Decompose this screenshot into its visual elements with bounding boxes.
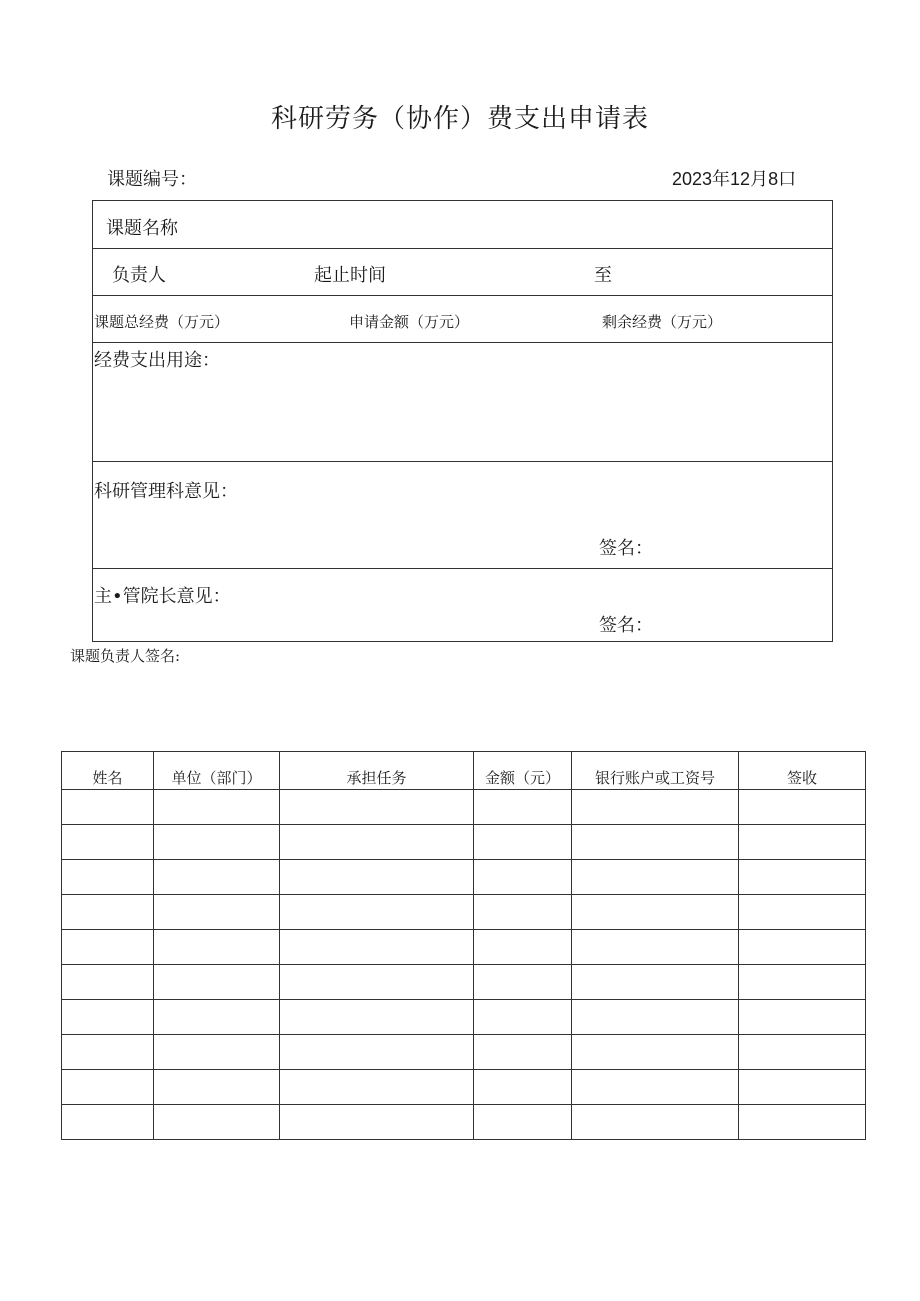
table-cell[interactable]	[739, 1105, 866, 1140]
table-row	[62, 1070, 866, 1105]
table-cell[interactable]	[62, 1070, 154, 1105]
table-cell[interactable]	[62, 1000, 154, 1035]
table-row	[62, 1000, 866, 1035]
divider	[93, 568, 832, 569]
table-cell[interactable]	[280, 860, 474, 895]
table-cell[interactable]	[280, 1035, 474, 1070]
table-row	[62, 860, 866, 895]
table-cell[interactable]	[280, 1105, 474, 1140]
table-cell[interactable]	[62, 965, 154, 1000]
table-cell[interactable]	[572, 825, 739, 860]
col-header-account: 银行账户或工资号	[572, 752, 739, 790]
table-cell[interactable]	[154, 1105, 280, 1140]
table-cell[interactable]	[474, 965, 572, 1000]
table-cell[interactable]	[280, 1070, 474, 1105]
divider	[93, 342, 832, 343]
table-cell[interactable]	[474, 1000, 572, 1035]
table-cell[interactable]	[739, 1035, 866, 1070]
table-cell[interactable]	[474, 825, 572, 860]
leader-label: 负责人	[112, 265, 166, 286]
table-cell[interactable]	[154, 1070, 280, 1105]
table-cell[interactable]	[154, 1000, 280, 1035]
col-header-amount: 金额（元）	[474, 752, 572, 790]
table-cell[interactable]	[739, 930, 866, 965]
table-cell[interactable]	[154, 825, 280, 860]
table-cell[interactable]	[474, 895, 572, 930]
application-date: 2023年12月8口	[672, 169, 797, 189]
table-cell[interactable]	[280, 895, 474, 930]
table-cell[interactable]	[280, 930, 474, 965]
table-row	[62, 1105, 866, 1140]
table-cell[interactable]	[572, 1000, 739, 1035]
table-row	[62, 930, 866, 965]
table-body	[62, 790, 866, 1140]
table-row	[62, 965, 866, 1000]
table-cell[interactable]	[739, 825, 866, 860]
table-cell[interactable]	[739, 965, 866, 1000]
table-cell[interactable]	[739, 1070, 866, 1105]
table-header-row	[62, 752, 866, 790]
table-row	[62, 825, 866, 860]
table-cell[interactable]	[572, 790, 739, 825]
remaining-budget-label: 剩余经费（万元）	[602, 313, 723, 331]
application-form	[92, 200, 833, 642]
table-cell[interactable]	[739, 790, 866, 825]
table-cell[interactable]	[572, 1070, 739, 1105]
divider	[93, 461, 832, 462]
table-cell[interactable]	[280, 790, 474, 825]
usage-label: 经费支出用途：	[94, 350, 220, 371]
divider	[93, 295, 832, 296]
vice-president-signature-label: 签名：	[599, 615, 653, 636]
table-cell[interactable]	[474, 1105, 572, 1140]
table-cell[interactable]	[280, 1000, 474, 1035]
apply-amount-label: 申请金额（万元）	[349, 313, 470, 331]
table-cell[interactable]	[572, 895, 739, 930]
divider	[93, 248, 832, 249]
table-cell[interactable]	[154, 930, 280, 965]
col-header-task: 承担任务	[280, 752, 474, 790]
period-to-label: 至	[594, 265, 612, 286]
table-cell[interactable]	[474, 790, 572, 825]
table-cell[interactable]	[572, 965, 739, 1000]
table-cell[interactable]	[154, 965, 280, 1000]
table-cell[interactable]	[572, 860, 739, 895]
table-cell[interactable]	[280, 965, 474, 1000]
staff-table	[61, 751, 866, 1140]
table-cell[interactable]	[62, 895, 154, 930]
table-cell[interactable]	[154, 1035, 280, 1070]
project-number-label: 课题编号：	[107, 169, 197, 190]
table-row	[62, 790, 866, 825]
vice-president-opinion-label: 主•管院长意见：	[94, 586, 231, 607]
table-cell[interactable]	[62, 1035, 154, 1070]
table-cell[interactable]	[739, 860, 866, 895]
table-cell[interactable]	[154, 790, 280, 825]
table-cell[interactable]	[739, 895, 866, 930]
table-cell[interactable]	[154, 860, 280, 895]
table-row	[62, 895, 866, 930]
table-cell[interactable]	[572, 1035, 739, 1070]
col-header-department: 单位（部门）	[154, 752, 280, 790]
period-label: 起止时间	[314, 265, 386, 286]
table-cell[interactable]	[739, 1000, 866, 1035]
table-cell[interactable]	[572, 1105, 739, 1140]
table-cell[interactable]	[62, 860, 154, 895]
table-cell[interactable]	[474, 1035, 572, 1070]
table-cell[interactable]	[62, 825, 154, 860]
table-cell[interactable]	[62, 930, 154, 965]
col-header-name: 姓名	[62, 752, 154, 790]
research-office-opinion-label: 科研管理科意见：	[94, 481, 238, 502]
total-budget-label: 课题总经费（万元）	[94, 313, 230, 331]
table-cell[interactable]	[62, 1105, 154, 1140]
table-cell[interactable]	[474, 1070, 572, 1105]
table-cell[interactable]	[154, 895, 280, 930]
page-title: 科研劳务（协作）费支出申请表	[270, 104, 649, 134]
table-cell[interactable]	[474, 860, 572, 895]
research-office-signature-label: 签名：	[599, 538, 653, 559]
table-cell[interactable]	[280, 825, 474, 860]
table-cell[interactable]	[62, 790, 154, 825]
project-name-label: 课题名称	[106, 218, 178, 239]
table-row	[62, 1035, 866, 1070]
leader-signature-label: 课题负责人签名:	[70, 647, 181, 665]
table-cell[interactable]	[474, 930, 572, 965]
col-header-receipt: 签收	[739, 752, 866, 790]
table-cell[interactable]	[572, 930, 739, 965]
